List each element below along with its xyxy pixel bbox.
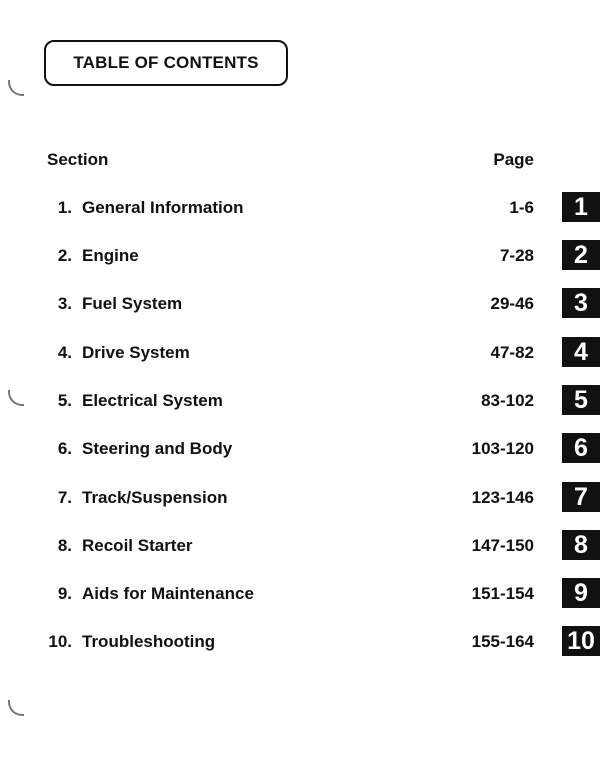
section-column-header: Section [47, 150, 109, 169]
toc-entry-engine[interactable] [0, 240, 600, 272]
section-tab[interactable]: 6 [562, 433, 600, 463]
section-tab[interactable]: 4 [562, 337, 600, 367]
entry-title: Engine [82, 246, 139, 265]
entry-title: Recoil Starter [82, 536, 193, 555]
page-column-header: Page [493, 150, 534, 169]
entry-number: 9. [57, 584, 72, 603]
entry-number: 1. [57, 198, 72, 217]
toc-entry-track-suspension[interactable] [0, 482, 600, 514]
toc-entry-recoil-starter[interactable] [0, 530, 600, 562]
entry-title: Electrical System [82, 391, 223, 410]
section-tab[interactable]: 3 [562, 288, 600, 318]
entry-number: 7. [57, 488, 72, 507]
entry-title: Track/Suspension [82, 488, 228, 507]
entry-number: 3. [57, 294, 72, 313]
entry-number: 4. [57, 343, 72, 362]
entry-title: Fuel System [82, 294, 183, 313]
entry-number: 5. [57, 391, 72, 410]
entry-pages: 103-120 [471, 439, 534, 458]
entry-pages: 155-164 [471, 632, 534, 651]
toc-entry-troubleshooting[interactable] [0, 626, 600, 658]
entry-pages: 151-154 [471, 584, 534, 603]
binder-hole-mark [8, 700, 24, 716]
entry-pages: 123-146 [471, 488, 534, 507]
entry-pages: 7-28 [499, 246, 534, 265]
toc-entry-steering-and-body[interactable] [0, 433, 600, 465]
toc-entry-general-information[interactable] [0, 192, 600, 224]
section-tab[interactable]: 7 [562, 482, 600, 512]
entry-number: 8. [57, 536, 72, 555]
section-tab[interactable]: 5 [562, 385, 600, 415]
entry-number: 2. [57, 246, 72, 265]
page-title: TABLE OF CONTENTS [44, 40, 288, 86]
entry-number: 6. [57, 439, 72, 458]
entry-pages: 147-150 [471, 536, 534, 555]
binder-hole-mark [8, 80, 24, 96]
section-tab[interactable]: 2 [562, 240, 600, 270]
section-tab[interactable]: 1 [562, 192, 600, 222]
toc-entry-aids-for-maintenance[interactable] [0, 578, 600, 610]
toc-entry-electrical-system[interactable] [0, 385, 600, 417]
entry-title: Drive System [82, 343, 190, 362]
entry-title: Troubleshooting [82, 632, 216, 651]
section-tab[interactable]: 8 [562, 530, 600, 560]
entry-pages: 83-102 [481, 391, 534, 410]
section-tab[interactable]: 10 [562, 626, 600, 656]
entry-number: 10. [48, 632, 72, 651]
toc-entry-fuel-system[interactable] [0, 288, 600, 320]
entry-pages: 1-6 [509, 198, 534, 217]
entry-title: Aids for Maintenance [82, 584, 254, 603]
entry-title: General Information [82, 198, 244, 217]
toc-entry-drive-system[interactable] [0, 337, 600, 369]
entry-title: Steering and Body [82, 439, 233, 458]
section-tab[interactable]: 9 [562, 578, 600, 608]
entry-pages: 29-46 [490, 294, 534, 313]
entry-pages: 47-82 [490, 343, 534, 362]
